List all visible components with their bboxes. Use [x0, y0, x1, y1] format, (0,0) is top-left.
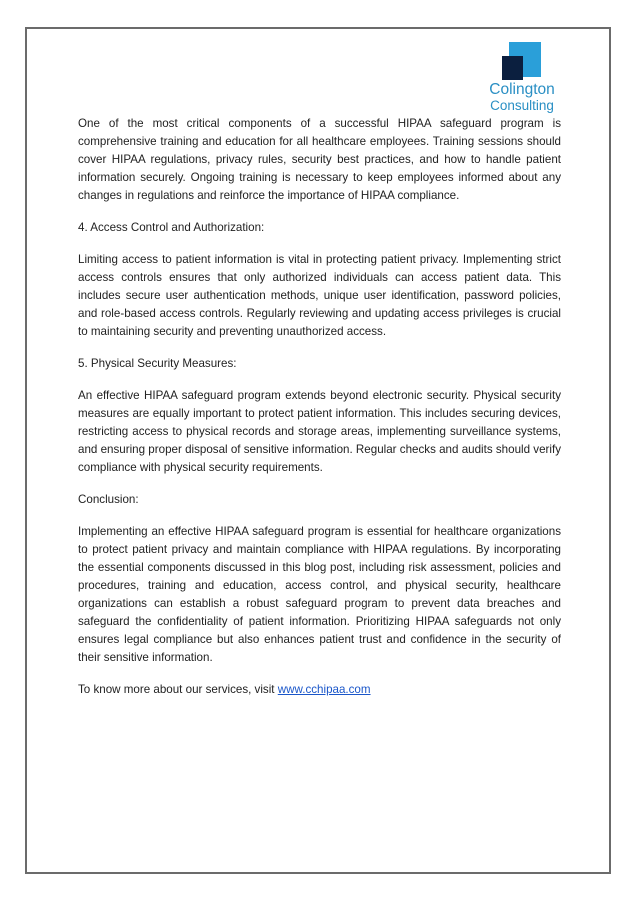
physical-security-paragraph: An effective HIPAA safeguard program extends beyond electronic security. Physical security measures are equally important to protect patient information. This includes securing devices, restricting access to physical records and storage areas, implementing surveillance systems, and ensuring proper disposal of sensitive information. Regular checks and audits should verify compliance with physical security requirements.	[78, 389, 561, 474]
cta-text: To know more about our services, visit	[78, 683, 278, 696]
logo-subtitle: Consulting	[490, 98, 554, 113]
training-paragraph: One of the most critical components of a successful HIPAA safeguard program is comprehensive training and education for all healthcare employees. Training sessions should cover HIPAA regulations, privacy rules, security best practices, and how to handle patient information securely. Ongoing training is necessary to keep employees informed about any changes in regulations and reinforce the importance of HIPAA compliance.	[78, 117, 561, 202]
logo-dark-square	[502, 56, 523, 80]
access-control-heading: 4. Access Control and Authorization:	[78, 221, 265, 234]
logo-name: Colington	[489, 81, 555, 98]
conclusion-paragraph: Implementing an effective HIPAA safeguard program is essential for healthcare organizations to protect patient privacy and maintain compliance with HIPAA regulations. By incorporating the essential components discussed in this blog post, including risk assessment, policies and procedures, training and education, access control, and physical security, healthcare organizations can establish a robust safeguard program to prevent data breaches and safeguard the confidentiality of patient information. Prioritizing HIPAA safeguards not only ensures legal compliance but also enhances patient trust and confidence in the security of their sensitive information.	[78, 525, 561, 664]
colington-logo	[484, 42, 560, 114]
access-control-paragraph: Limiting access to patient information is vital in protecting patient privacy. Implementing strict access controls ensures that only authorized individuals can access patient data. This includes secure user authentication methods, unique user identification, password policies, and role-based access controls. Regularly reviewing and updating access privileges is crucial to maintaining security and preventing unauthorized access.	[78, 253, 561, 338]
document-body	[78, 115, 561, 713]
website-link[interactable]: www.cchipaa.com	[277, 683, 371, 696]
physical-security-heading: 5. Physical Security Measures:	[78, 357, 237, 370]
conclusion-heading: Conclusion:	[78, 493, 139, 506]
call-to-action	[78, 681, 561, 699]
